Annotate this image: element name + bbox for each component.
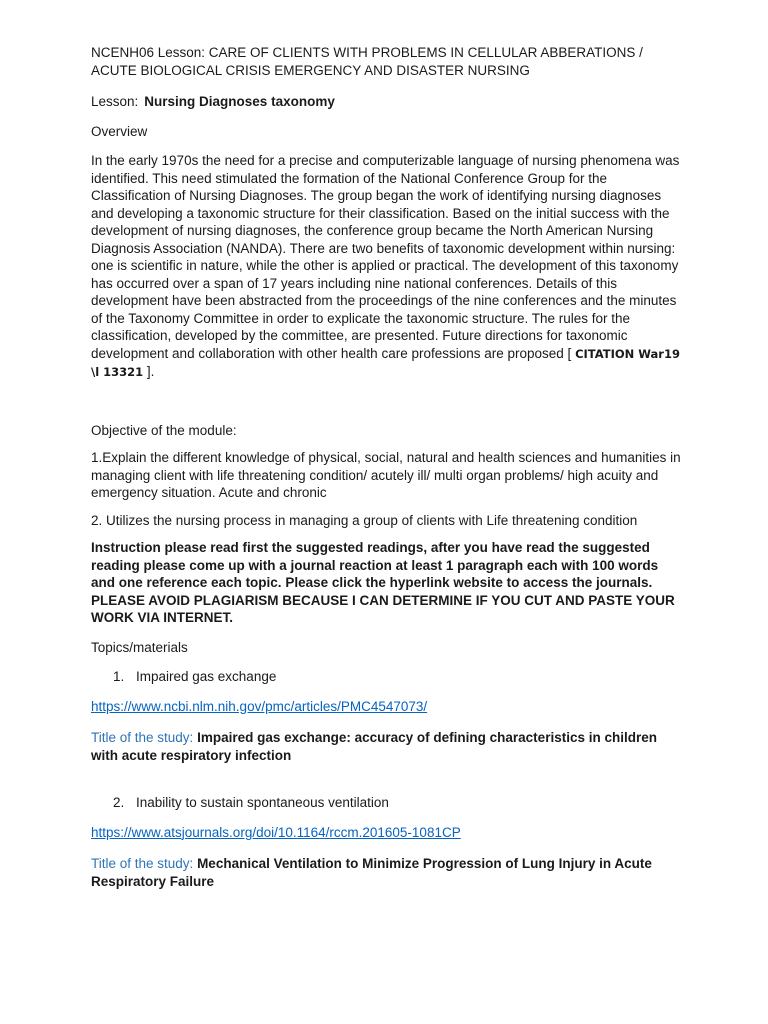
document-page <box>91 44 681 890</box>
overview-paragraph <box>91 152 681 382</box>
objective-1: 1.Explain the different knowledge of physical, social, natural and health sciences and humanities in managing client with life threatening condition/ acutely ill/ multi organ problems/ high acuity and emergency situation. Acute and chronic <box>91 450 681 500</box>
course-title: NCENH06 Lesson: CARE OF CLIENTS WITH PROBLEMS IN CELLULAR ABBERATIONS / ACUTE BIOLOGICAL CRISIS EMERGENCY AND DISASTER NURSING <box>91 45 643 78</box>
topic-title: Inability to sustain spontaneous ventilation <box>136 795 389 810</box>
study-name: Mechanical Ventilation to Minimize Progression of Lung Injury in Acute Respiratory Failure <box>91 856 652 889</box>
lesson-label: Lesson: <box>91 94 139 109</box>
study-label: Title of the study: <box>91 730 198 745</box>
study-label: Title of the study: <box>91 856 198 871</box>
topics-heading: Topics/materials <box>91 639 188 655</box>
citation-field[interactable]: CITATION War19 \l 13321 <box>91 346 680 379</box>
study-name: Impaired gas exchange: accuracy of defining characteristics in children with acute respiratory infection <box>91 730 657 763</box>
instruction-text: Instruction please read first the suggested readings, after you have read the suggested reading please come up with a journal reaction at least 1 paragraph each with 100 words and one reference each topic. Please click the hyperlink website to access the journals. PLEASE AVOID PLAGIARISM BECAUSE I CAN DETERMINE IF YOU CUT AND PASTE YOUR WORK VIA INTERNET. <box>91 540 675 625</box>
objective-heading: Objective of the module: <box>91 422 237 438</box>
overview-text: In the early 1970s the need for a precise and computerizable language of nursing phenomena was identified. This need stimulated the formation of the National Conference Group for the Classification of Nursing Diagnoses. The group began the work of identifying nursing diagnoses and developing a taxonomic structure for their classification. Based on the initial success with the development of nursing diagnoses, the conference group became the North American Nursing Diagnosis Association (NANDA). There are two benefits of taxonomic development within nursing: one is scientific in nature, while the other is applied or practical. The development of this taxonomy has occurred over a span of 17 years including nine national conferences. Details of this development have been abstracted from the proceedings of the nine conferences and the minutes of the Taxonomy Committee in order to explicate the taxonomic structure. The rules for the classification, developed by the committee, are presented. Future directions for taxonomic development and collaboration with other health care professions are proposed <box>91 153 680 361</box>
lesson-name: Nursing Diagnoses taxonomy <box>144 94 335 109</box>
citation-open: [ <box>563 345 576 361</box>
citation-close: ]. <box>143 364 155 379</box>
topic-title: Impaired gas exchange <box>136 669 277 684</box>
study-title-2 <box>91 855 681 890</box>
objective-2: 2. Utilizes the nursing process in managing a group of clients with Life threatening condition <box>91 512 638 528</box>
topic-number: 1. <box>113 669 125 684</box>
topic-1-link[interactable]: https://www.ncbi.nlm.nih.gov/pmc/articles/PMC4547073/ <box>91 698 428 714</box>
topic-item-1 <box>91 668 681 686</box>
lesson-line <box>91 93 681 111</box>
overview-heading: Overview <box>91 123 148 139</box>
study-title-1 <box>91 729 681 764</box>
topic-2-link[interactable]: https://www.atsjournals.org/doi/10.1164/rccm.201605-1081CP <box>91 824 461 840</box>
topic-number: 2. <box>113 795 125 810</box>
topic-item-2 <box>91 794 681 812</box>
